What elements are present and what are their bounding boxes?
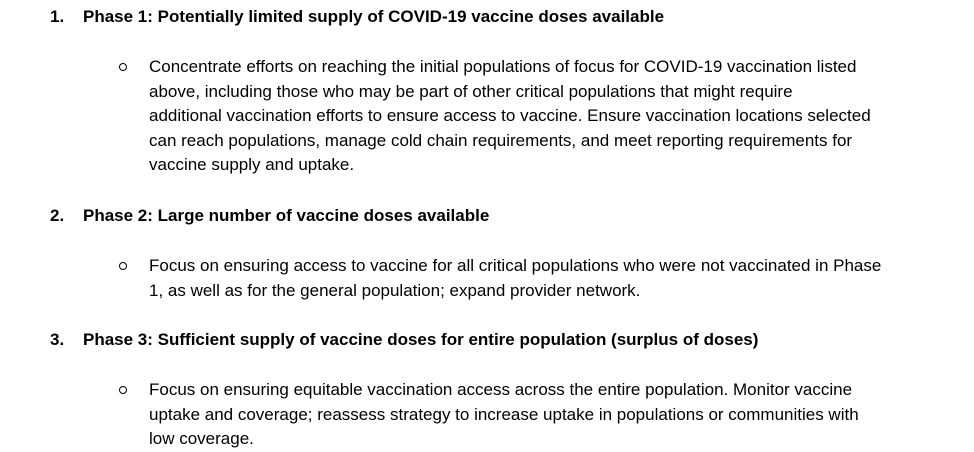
hollow-circle-bullet-icon: [116, 254, 130, 279]
phase-2-bullet-line: Focus on ensuring access to vaccine for all critical populations who were not vaccinated in Phase: [149, 256, 882, 275]
phase-3-bullet-text: [149, 378, 949, 452]
phase-1-bullet-line: Concentrate efforts on reaching the initial populations of focus for COVID-19 vaccination listed: [149, 57, 857, 76]
phase-1-bullet-line: additional vaccination efforts to ensure access to vaccine. Ensure vaccination locations selected: [149, 106, 871, 125]
hollow-circle-bullet-icon: [116, 378, 130, 403]
phase-3-number: 3.: [50, 330, 65, 349]
phase-3-bullet-line: Focus on ensuring equitable vaccination access across the entire population. Monitor vaccine: [149, 380, 853, 399]
phase-2-title: Phase 2: Large number of vaccine doses available: [83, 206, 490, 225]
phase-3-bullet-line: low coverage.: [149, 429, 254, 448]
phase-2-bullet-text: [149, 254, 949, 303]
phase-3-bullet-line: uptake and coverage; reassess strategy to increase uptake in populations or communities with: [149, 404, 859, 424]
phase-1-bullet-line: above, including those who may be part of other critical populations that might require: [149, 81, 793, 101]
phase-1-bullet-line: can reach populations, manage cold chain requirements, and meet reporting requirements for: [149, 130, 853, 150]
phase-1-number: 1.: [50, 7, 65, 26]
hollow-circle-bullet-icon: [116, 55, 130, 80]
phase-2-bullet-line: 1, as well as for the general population; expand provider network.: [149, 280, 641, 300]
phase-1-bullet-text: [149, 55, 949, 178]
phase-2-number: 2.: [50, 206, 65, 225]
phase-1-bullet-line: vaccine supply and uptake.: [149, 155, 355, 174]
phase-3-title: Phase 3: Sufficient supply of vaccine doses for entire population (surplus of doses): [83, 330, 759, 349]
phase-1-title: Phase 1: Potentially limited supply of COVID-19 vaccine doses available: [83, 7, 665, 26]
